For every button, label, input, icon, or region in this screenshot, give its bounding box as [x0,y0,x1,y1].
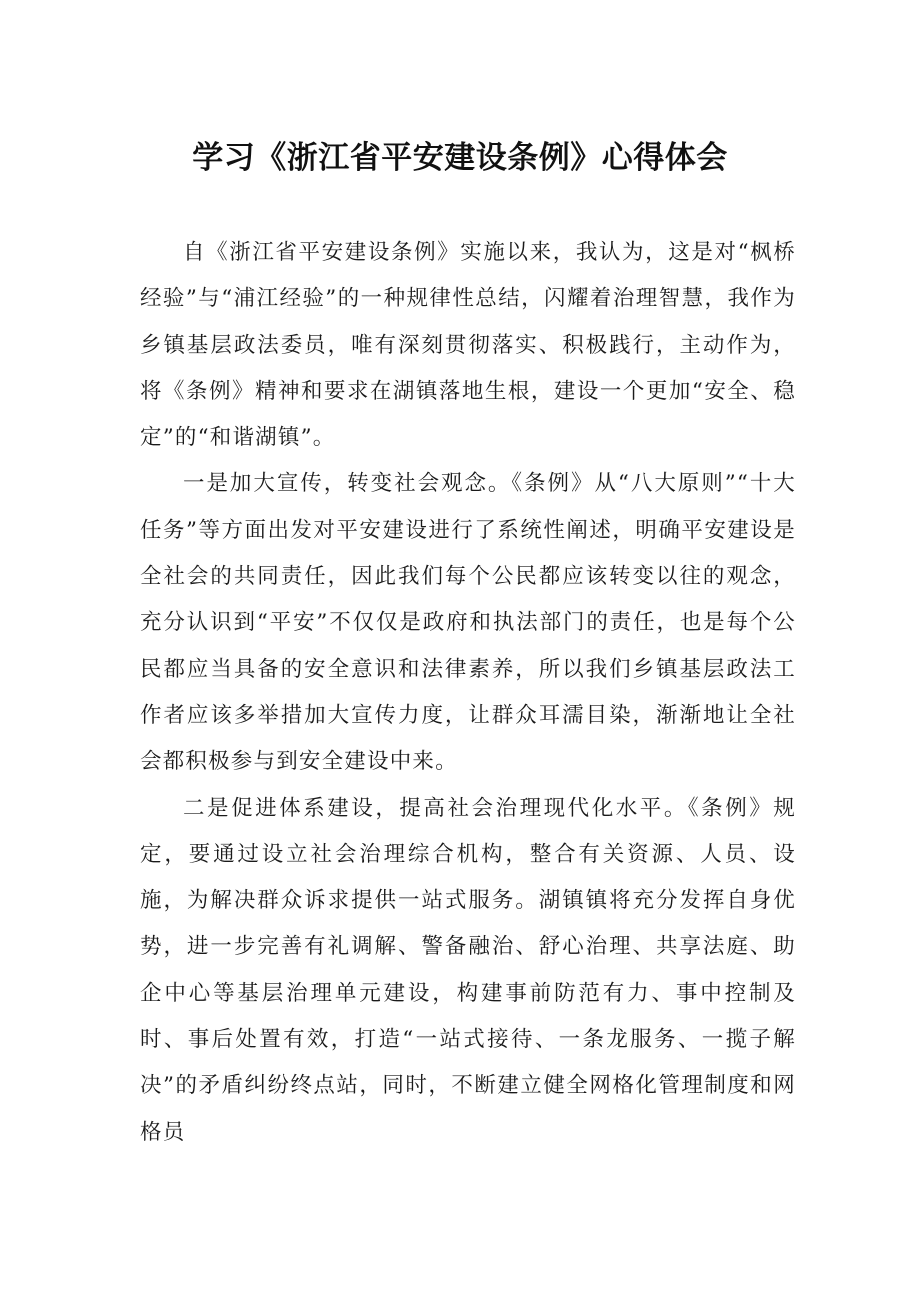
paragraph-point-two: 二是促进体系建设，提高社会治理现代化水平。《条例》规定，要通过设立社会治理综合机构，整合有关资源、人员、设施，为解决群众诉求提供一站式服务。湖镇镇将充分发挥自身优势，进一步完善有礼调解、警备融治、舒心治理、共享法庭、助企中心等基层治理单元建设，构建事前防范有力、事中控制及时、事后处置有效，打造“一站式接待、一条龙服务、一揽子解决”的矛盾纠纷终点站，同时，不断建立健全网格化管理制度和网格员 [140,795,796,1145]
paragraph-point-one: 一是加大宣传，转变社会观念。《条例》从“八大原则”“十大任务”等方面出发对平安建设进行了系统性阐述，明确平安建设是全社会的共同责任，因此我们每个公民都应该转变以往的观念，充分认识到“平安”不仅仅是政府和执法部门的责任，也是每个公民都应当具备的安全意识和法律素养，所以我们乡镇基层政法工作者应该多举措加大宣传力度，让群众耳濡目染，渐渐地让全社会都积极参与到安全建设中来。 [140,471,796,775]
paragraph-intro: 自《浙江省平安建设条例》实施以来，我认为，这是对“枫桥经验”与“浦江经验”的一种规律性总结，闪耀着治理智慧，我作为乡镇基层政法委员，唯有深刻贯彻落实、积极践行，主动作为，将《条例》精神和要求在湖镇落地生根，建设一个更加“安全、稳定”的“和谐湖镇”。 [140,240,796,451]
document-title: 学习《浙江省平安建设条例》心得体会 [192,140,728,176]
document-body [140,230,796,1156]
